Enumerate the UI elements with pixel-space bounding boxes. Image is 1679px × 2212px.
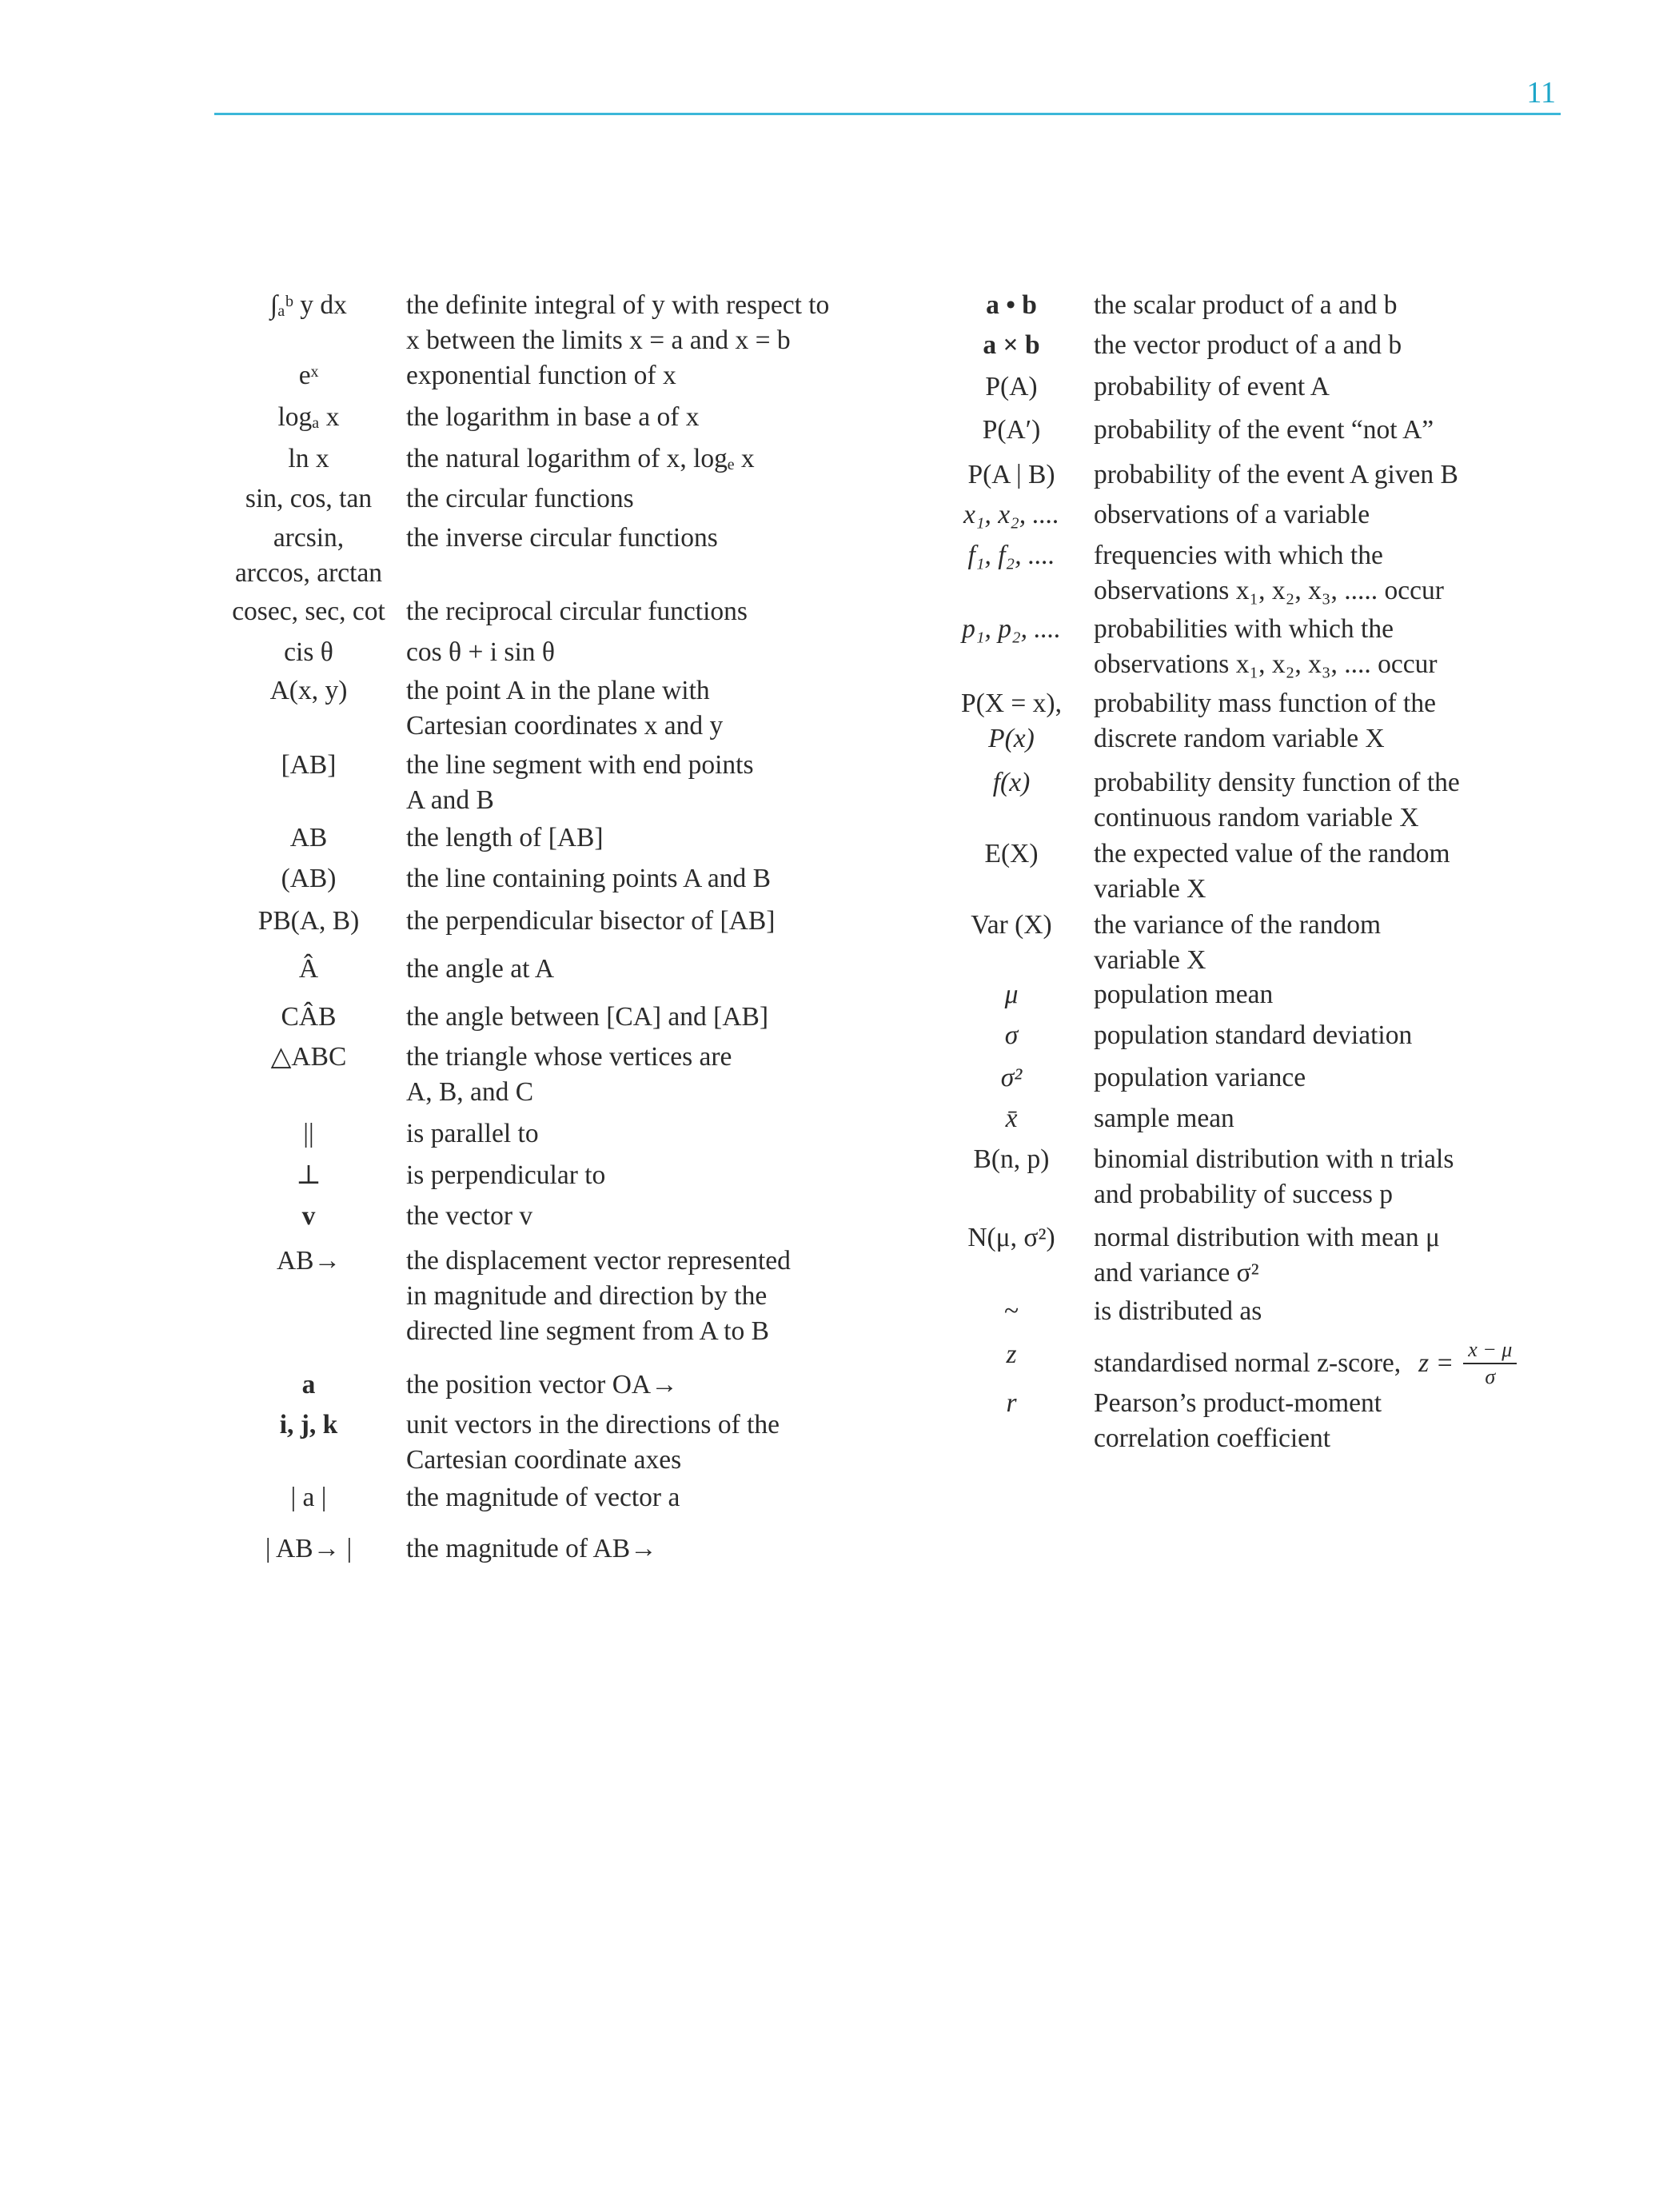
page-number: 11 [1526,76,1556,110]
symbol: arcsin, [273,523,345,553]
description: unit vectors in the directions of the [406,1410,780,1439]
description-line-2: and probability of success p [1094,1180,1393,1209]
description: the triangle whose vertices are [406,1042,732,1072]
description-line-2: and variance σ² [1094,1258,1259,1288]
description: probability density function of the [1094,768,1460,797]
entry-probability-not-a [943,413,1434,448]
entry-normal-distribution [943,1220,1440,1288]
description: population mean [1094,980,1274,1009]
description-line-2: A and B [406,785,494,815]
description: the variance of the random [1094,910,1382,940]
description: standardised normal z-score, [1094,1348,1402,1378]
symbol: cis θ [284,637,333,667]
description-line-2: in magnitude and direction by the [406,1281,768,1311]
description: normal distribution with mean μ [1094,1223,1440,1252]
symbol: logₐ x [277,402,340,432]
symbol: || [303,1119,314,1148]
description: is perpendicular to [406,1160,606,1190]
symbol: [AB] [281,750,337,780]
description: the natural logarithm of x, logₑ x [406,444,755,473]
entry-probability-event [943,369,1330,405]
entry-exponential [213,358,676,393]
description: the perpendicular bisector of [AB] [406,906,776,936]
description: the magnitude of vector a [406,1483,680,1512]
symbol: cosec, sec, cot [232,597,385,626]
symbol: z [1006,1340,1017,1369]
symbol: ∫ₐᵇ y dx [270,290,347,320]
entry-population-mean [943,977,1274,1012]
entry-natural-log [213,441,755,477]
description: the line containing points A and B [406,864,771,893]
description: probability of event A [1094,372,1330,401]
symbol: Var (X) [971,910,1052,940]
description-line-2: continuous random variable X [1094,803,1419,832]
entry-sample-mean [943,1101,1234,1136]
description: the position vector OA→ [406,1370,678,1399]
description: the angle between [CA] and [AB] [406,1002,769,1032]
entry-unit-vectors [213,1407,780,1475]
entry-inverse-circular [213,521,718,591]
entry-definite-integral [213,288,830,355]
description: population variance [1094,1063,1306,1092]
entry-length [213,821,604,856]
z-formula-numerator: x − μ [1463,1337,1517,1364]
symbol: PB(A, B) [257,906,360,936]
description: probability mass function of the [1094,689,1436,718]
description: binomial distribution with n trials [1094,1144,1454,1174]
symbol: N(μ, σ²) [967,1223,1055,1252]
symbol: △ABC [270,1042,347,1072]
symbol: eˣ [298,361,319,390]
symbol: | AB→ | [265,1534,353,1563]
symbol: i, j, k [279,1410,338,1439]
description: is parallel to [406,1119,539,1148]
description: probability of the event A given B [1094,460,1458,489]
description: the line segment with end points [406,750,754,780]
entry-circular-functions [213,481,634,517]
description: the scalar product of a and b [1094,290,1398,320]
symbol: (AB) [281,864,337,893]
entry-displacement-vector [213,1244,791,1346]
description: cos θ + i sin θ [406,637,555,667]
description: is distributed as [1094,1296,1262,1326]
symbol: a [301,1370,316,1399]
symbol: σ [1004,1020,1019,1050]
entry-scalar-product [943,288,1398,323]
symbol: A(x, y) [269,676,348,705]
symbol: CÂB [281,1002,337,1032]
entry-expected-value [943,836,1450,904]
entry-position-vector [213,1368,678,1403]
entry-perpendicular-bisector [213,904,776,939]
entry-vector-product [943,328,1402,363]
description-line-2: discrete random variable X [1094,724,1385,753]
symbol-line-2: P(x) [988,724,1035,753]
entry-triangle [213,1040,732,1107]
symbol: f(x) [992,768,1031,797]
symbol: ln x [288,444,329,473]
description: the circular functions [406,484,634,513]
symbol: ~ [1003,1296,1019,1326]
description: the vector product of a and b [1094,330,1402,360]
description-line-2: observations x₁, x₂, x₃, ..... occur [1094,576,1444,605]
entry-conditional-probability [943,457,1458,493]
description: frequencies with which the [1094,541,1383,570]
description: probabilities with which the [1094,614,1394,644]
description-line-3: directed line segment from A to B [406,1316,770,1346]
description: Pearson’s product-moment [1094,1388,1382,1418]
symbol: P(A) [985,372,1038,401]
description-line-2: A, B, and C [406,1077,534,1107]
symbol: r [1006,1388,1017,1418]
symbol: x̄ [1005,1104,1018,1133]
description: the displacement vector represented [406,1246,791,1276]
description: the length of [AB] [406,823,604,852]
entry-frequencies [943,538,1444,605]
symbol: v [301,1201,316,1231]
symbol: AB→ [276,1246,341,1276]
entry-probabilities [943,612,1438,679]
symbol: P(A | B) [967,460,1055,489]
description: sample mean [1094,1104,1234,1133]
description: the angle at A [406,954,555,984]
entry-probability-density-function [943,765,1460,832]
entry-point [213,673,724,741]
symbol: a × b [983,330,1040,360]
entry-binomial [943,1142,1454,1209]
entry-population-sd [943,1018,1413,1053]
description-line-2: variable X [1094,945,1206,975]
description-line-2: variable X [1094,874,1206,904]
description-line-2: x between the limits x = a and x = b [406,325,791,355]
z-formula-denominator: σ [1485,1365,1496,1388]
description: the magnitude of AB→ [406,1534,657,1563]
entry-vector-v [213,1199,533,1234]
symbol: B(n, p) [973,1144,1050,1174]
symbol: a • b [986,290,1037,320]
symbol: Â [298,954,319,984]
entry-line [213,861,771,896]
description: the definite integral of y with respect to [406,290,830,320]
entry-observations [943,497,1370,533]
entry-magnitude-vector [213,1480,680,1515]
z-formula-lhs: z = [1418,1348,1454,1378]
description: probability of the event “not A” [1094,415,1434,445]
description: the expected value of the random [1094,839,1450,868]
entry-reciprocal-circular [213,594,748,629]
description: the inverse circular functions [406,523,718,553]
description: population standard deviation [1094,1020,1413,1050]
entry-probability-mass-function [943,686,1436,757]
symbol: P(X = x), [961,689,1062,718]
symbol: σ² [1000,1063,1023,1092]
entry-logarithm [213,400,700,435]
entry-perpendicular [213,1158,606,1193]
entry-angle-at-a [213,952,555,987]
symbol: | a | [290,1483,327,1512]
entry-distributed-as [943,1294,1262,1329]
entry-parallel [213,1116,539,1152]
description: exponential function of x [406,361,676,390]
symbol: x₁, x₂, .... [963,500,1060,529]
entry-magnitude-ab [213,1531,657,1567]
z-formula-fraction [1463,1337,1517,1390]
description-line-2: Cartesian coordinate axes [406,1445,682,1475]
symbol: sin, cos, tan [245,484,373,513]
symbol-line-2: arccos, arctan [234,558,383,588]
description: the point A in the plane with [406,676,710,705]
entry-cis [213,635,555,670]
symbol: P(A′) [982,415,1041,445]
symbol: p₁, p₂, .... [962,614,1061,644]
description-line-2: correlation coefficient [1094,1423,1331,1453]
entry-variance-random [943,908,1382,975]
entry-angle-between [213,1000,769,1035]
symbol: ⊥ [296,1160,321,1190]
description: the logarithm in base a of x [406,402,700,432]
entry-population-variance [943,1060,1306,1096]
description-line-2: Cartesian coordinates x and y [406,711,724,741]
entry-line-segment [213,748,754,815]
description: the vector v [406,1201,533,1231]
description-line-2: observations x₁, x₂, x₃, .... occur [1094,649,1438,679]
description: the reciprocal circular functions [406,597,748,626]
description: observations of a variable [1094,500,1370,529]
symbol: f₁, f₂, .... [967,541,1055,570]
symbol: E(X) [984,839,1039,868]
symbol: μ [1004,980,1019,1009]
entry-pearson [943,1386,1382,1453]
symbol: AB [289,823,328,852]
